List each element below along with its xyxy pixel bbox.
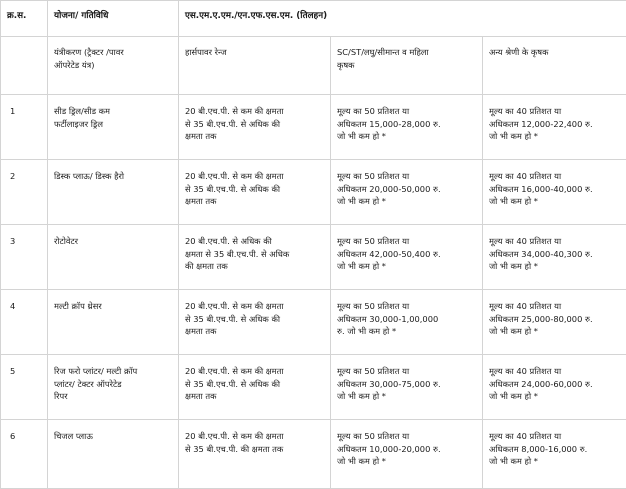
header-serial: क्र.स. <box>1 1 48 37</box>
subheader-machinery: यंत्रीकरण (ट्रैक्टर /पावर ऑपरेटेड यंत्र) <box>48 37 179 95</box>
row-sc-st-subsidy: मूल्य का 50 प्रतिशत या अधिकतम 20,000-50,000 रु. जो भी कम हो * <box>331 160 483 225</box>
table-row <box>1 160 626 225</box>
row-equipment: चिजल प्लाऊ <box>48 420 179 489</box>
header-group: एस.एम.ए.एम./एन.एफ.एस.एम. (तिलहन) <box>179 1 626 37</box>
row-hp-range: 20 बी.एच.पी. से कम की क्षमता से 35 बी.एच.पी. से अधिक की क्षमता तक <box>179 355 331 420</box>
row-number: 2 <box>1 160 48 225</box>
row-number: 6 <box>1 420 48 489</box>
row-other-subsidy: मूल्य का 40 प्रतिशत या अधिकतम 34,000-40,300 रु. जो भी कम हो * <box>483 225 626 290</box>
subheader-empty <box>1 37 48 95</box>
row-other-subsidy: मूल्य का 40 प्रतिशत या अधिकतम 8,000-16,000 रु. जो भी कम हो * <box>483 420 626 489</box>
row-number: 1 <box>1 95 48 160</box>
row-sc-st-subsidy: मूल्य का 50 प्रतिशत या अधिकतम 10,000-20,000 रु. जो भी कम हो * <box>331 420 483 489</box>
subheader-row <box>1 37 626 95</box>
table-row <box>1 420 626 489</box>
table-row <box>1 290 626 355</box>
row-equipment: रोटोवेटर <box>48 225 179 290</box>
subheader-hp-range: हार्सपावर रेन्ज <box>179 37 331 95</box>
row-other-subsidy: मूल्य का 40 प्रतिशत या अधिकतम 25,000-80,000 रु. जो भी कम हो * <box>483 290 626 355</box>
header-row <box>1 1 626 37</box>
row-equipment: मल्टी क्रॉप थ्रेसर <box>48 290 179 355</box>
table-row <box>1 355 626 420</box>
table-row <box>1 225 626 290</box>
row-hp-range: 20 बी.एच.पी. से कम की क्षमता से 35 बी.एच.पी. की क्षमता तक <box>179 420 331 489</box>
row-equipment: सीड ड्रिल/सीड कम फर्टीलाइजर ड्रिल <box>48 95 179 160</box>
row-other-subsidy: मूल्य का 40 प्रतिशत या अधिकतम 12,000-22,400 रु. जो भी कम हो * <box>483 95 626 160</box>
row-hp-range: 20 बी.एच.पी. से अधिक की क्षमता से 35 बी.एच.पी. से अधिक की क्षमता तक <box>179 225 331 290</box>
table-row <box>1 95 626 160</box>
row-other-subsidy: मूल्य का 40 प्रतिशत या अधिकतम 24,000-60,000 रु. जो भी कम हो * <box>483 355 626 420</box>
row-sc-st-subsidy: मूल्य का 50 प्रतिशत या अधिकतम 30,000-1,00,000 रु. जो भी कम हो * <box>331 290 483 355</box>
subheader-sc-st: SC/ST/लघु/सीमान्त व महिला कृषक <box>331 37 483 95</box>
header-scheme: योजना/ गतिविधि <box>48 1 179 37</box>
row-hp-range: 20 बी.एच.पी. से कम की क्षमता से 35 बी.एच.पी. से अधिक की क्षमता तक <box>179 160 331 225</box>
subheader-other: अन्य श्रेणी के कृषक <box>483 37 626 95</box>
row-equipment: डिस्क प्लाऊ/ डिस्क हैरो <box>48 160 179 225</box>
row-number: 3 <box>1 225 48 290</box>
row-other-subsidy: मूल्य का 40 प्रतिशत या अधिकतम 16,000-40,000 रु. जो भी कम हो * <box>483 160 626 225</box>
row-sc-st-subsidy: मूल्य का 50 प्रतिशत या अधिकतम 15,000-28,000 रु. जो भी कम हो * <box>331 95 483 160</box>
row-number: 5 <box>1 355 48 420</box>
row-sc-st-subsidy: मूल्य का 50 प्रतिशत या अधिकतम 42,000-50,400 रु. जो भी कम हो * <box>331 225 483 290</box>
row-sc-st-subsidy: मूल्य का 50 प्रतिशत या अधिकतम 30,000-75,000 रु. जो भी कम हो * <box>331 355 483 420</box>
row-hp-range: 20 बी.एच.पी. से कम की क्षमता से 35 बी.एच.पी. से अधिक की क्षमता तक <box>179 290 331 355</box>
row-number: 4 <box>1 290 48 355</box>
row-equipment: रिज फरो प्लांटर/ मल्टी क्रॉप प्लांटर/ टेक्टर ऑपरेटेड रिपर <box>48 355 179 420</box>
row-hp-range: 20 बी.एच.पी. से कम की क्षमता से 35 बी.एच.पी. से अधिक की क्षमता तक <box>179 95 331 160</box>
